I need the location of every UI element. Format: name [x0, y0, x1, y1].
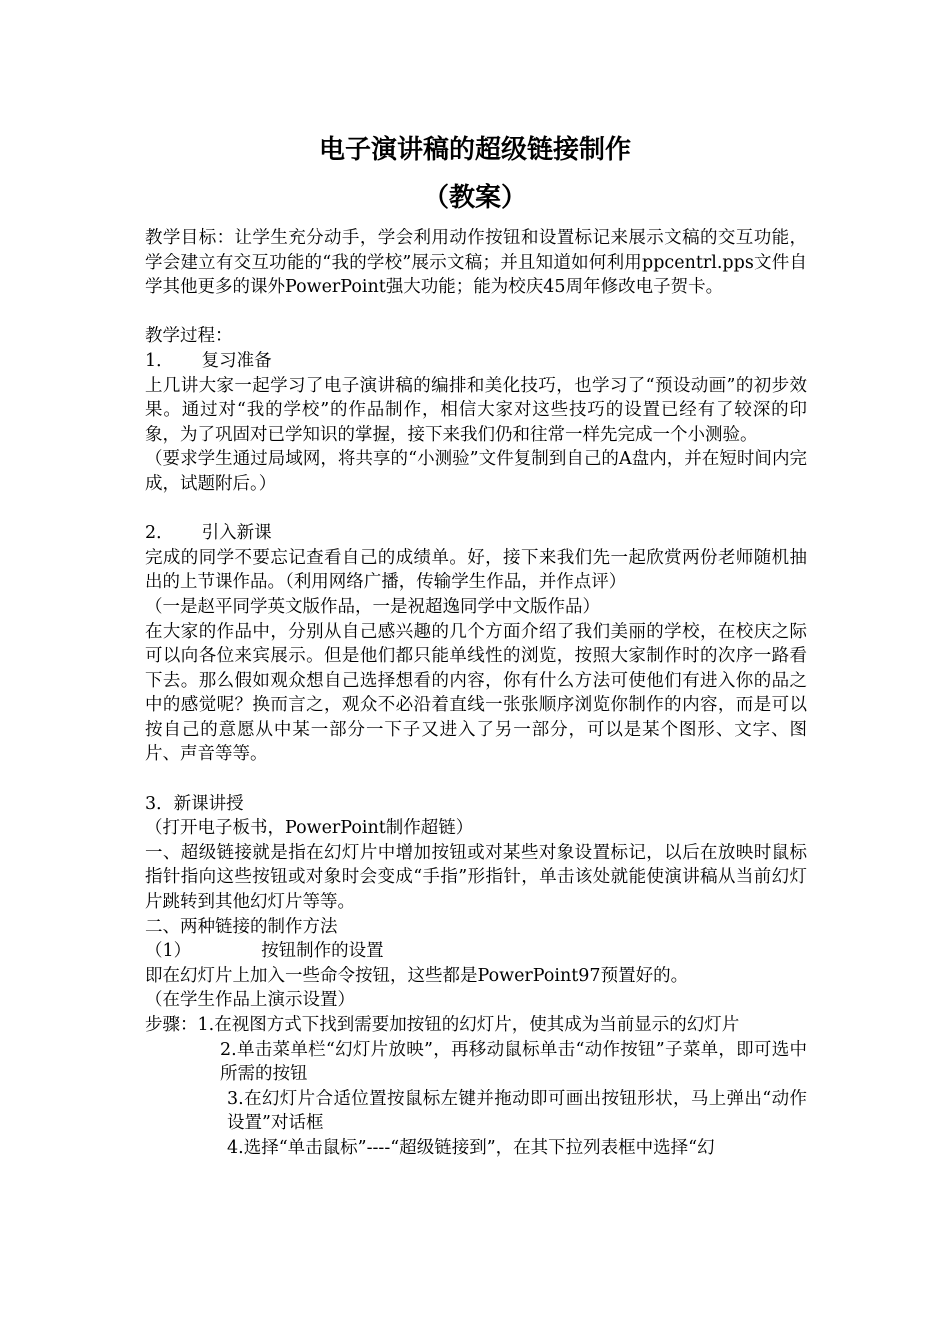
step-2: 2.单击菜单栏“幻灯片放映”，再移动鼠标单击“动作按钮”子菜单，即可选中所需的按钮	[220, 1039, 807, 1085]
methods-heading: 二、两种链接的制作方法	[145, 916, 338, 937]
section-1-title: 复习准备	[201, 350, 272, 371]
subsection-heading	[145, 939, 807, 964]
step-3: 3.在幻灯片合适位置按鼠标左键并拖动即可画出按钮形状，马上弹出“动作设置”对话框	[227, 1088, 807, 1134]
section-3-note: （打开电子板书，PowerPoint制作超链）	[145, 818, 474, 839]
step-4: 4.选择“单击鼠标”----“超级链接到”，在其下拉列表框中选择“幻	[227, 1137, 715, 1158]
step-1: 步骤：1.在视图方式下找到需要加按钮的幻灯片，使其成为当前显示的幻灯片	[145, 1015, 740, 1035]
spacer	[145, 497, 807, 522]
section-2-paragraph-2: 在大家的作品中，分别从自己感兴趣的几个方面介绍了我们美丽的学校，在校庆之际可以向各位来宾展示。但是他们都只能单线性的浏览，按照大家制作时的次序一路看下去。那么假如观众想自己选择想看的内容，你有什么方法可使他们有进入你的品之中的感觉呢？换而言之，观众不必沿着直线一张张顺序浏览你制作的内容，而是可以按自己的意愿从中某一部分一下子又进入了另一部分，可以是某个图形、文字、图片、声音等等。	[145, 621, 807, 765]
teaching-goal: 教学目标：让学生充分动手，学会利用动作按钮和设置标记来展示文稿的交互功能，学会建立有交互功能的“我的学校”展示文稿；并且知道如何利用ppcentrl.pps文件自学其他更多的课外PowerPoint强大功能；能为校庆45周年修改电子贺卡。	[145, 228, 807, 298]
subsection-title: 按钮制作的设置	[261, 941, 384, 962]
section-2-paragraph: 完成的同学不要忘记查看自己的成绩单。好，接下来我们先一起欣赏两份老师随机抽出的上节课作品。（利用网络广播，传输学生作品，并作点评）	[145, 547, 807, 593]
section-1-paragraph: 上几讲大家一起学习了电子演讲稿的编排和美化技巧，也学习了“预设动画”的初步效果。通过对“我的学校”的作品制作，相信大家对这些技巧的设置已经有了较深的印象，为了巩固对已学知识的掌握，接下来我们仍和往常一样先完成一个小测验。	[145, 375, 807, 445]
section-2-number: 2．	[145, 523, 174, 544]
doc-subtitle: （教案）	[422, 183, 527, 213]
spacer	[145, 767, 807, 792]
spacer	[145, 300, 807, 325]
demo-note: （在学生作品上演示设置）	[145, 990, 355, 1011]
doc-title: 电子演讲稿的超级链接制作	[318, 135, 631, 165]
section-1-heading	[145, 349, 807, 374]
section-1-number: 1．	[145, 350, 174, 371]
section-2-heading	[145, 521, 807, 546]
button-description: 即在幻灯片上加入一些命令按钮，这些都是PowerPoint97预置好的。	[145, 965, 689, 986]
section-1-note: （要求学生通过局域网，将共享的“小测验”文件复制到自己的A盘内，并在短时间内完成，试题附后。）	[145, 449, 807, 494]
section-2-note: （一是赵平同学英文版作品，一是祝超逸同学中文版作品）	[145, 596, 600, 617]
process-label: 教学过程：	[145, 326, 233, 347]
section-2-title: 引入新课	[201, 523, 272, 544]
hyperlink-definition: 一、超级链接就是指在幻灯片中增加按钮或对某些对象设置标记，以后在放映时鼠标指针指向这些按钮或对象时会变成“手指”形指针，单击该处就能使演讲稿从当前幻灯片跳转到其他幻灯片等等。	[145, 842, 807, 913]
doc-body	[145, 226, 807, 1161]
section-3-heading: 3．新课讲授	[145, 793, 244, 814]
subsection-number: （1）	[145, 941, 192, 962]
